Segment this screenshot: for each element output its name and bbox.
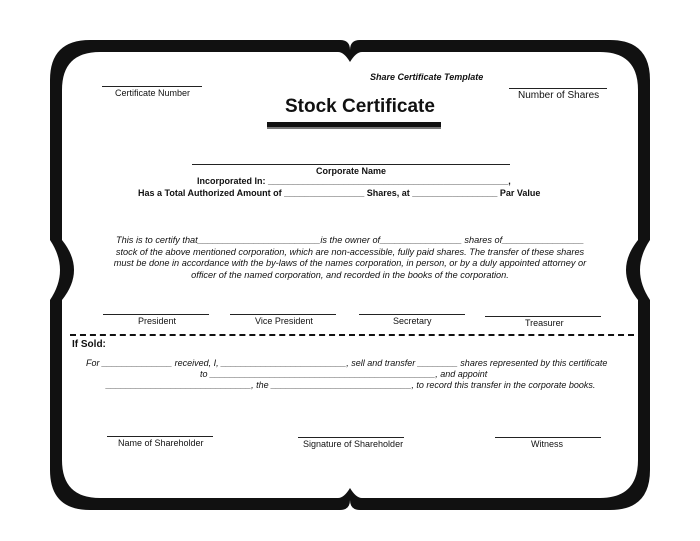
certify-line: stock of the above mentioned corporation, which are non-accessible, fully paid shares. The transfer of these shares [115, 246, 585, 257]
title-underline [267, 122, 441, 127]
certify-paragraph [100, 235, 600, 281]
template-label: Share Certificate Template [370, 72, 484, 82]
secretary-label: Secretary [393, 316, 432, 326]
section-divider [70, 334, 634, 336]
authorized-amount-field[interactable]: Has a Total Authorized Amount of ________________ Shares, at _________________ Par Value [138, 188, 541, 198]
witness-signature-line[interactable] [495, 437, 601, 438]
incorporated-in-field[interactable]: Incorporated In: ________________________________________________, [197, 176, 511, 186]
number-of-shares-line[interactable] [509, 88, 607, 89]
shareholder-name-line[interactable] [107, 436, 213, 437]
transfer-line[interactable]: to _____________________________________________, and appoint [200, 369, 488, 379]
treasurer-label: Treasurer [525, 318, 564, 328]
certificate-number-line[interactable] [102, 86, 202, 87]
certify-line: must be done in accordance with the by-laws of the names corporation, in person, or by a duly appointed attorney or [113, 258, 587, 268]
witness-label: Witness [531, 439, 564, 449]
number-of-shares-label: Number of Shares [518, 90, 600, 101]
shareholder-name-label: Name of Shareholder [118, 438, 204, 448]
vice-president-label: Vice President [255, 316, 313, 326]
if-sold-label: If Sold: [72, 339, 106, 350]
secretary-signature-line[interactable] [359, 314, 465, 315]
certificate-number-label: Certificate Number [115, 88, 191, 98]
transfer-line[interactable]: _____________________________, the ____________________________, to record this transfer in the corporate books. [106, 380, 596, 390]
shareholder-signature-line[interactable] [298, 437, 404, 438]
shareholder-signature-label: Signature of Shareholder [303, 439, 404, 449]
corporate-name-label: Corporate Name [316, 166, 387, 176]
corporate-name-line[interactable] [192, 164, 510, 165]
president-label: President [138, 316, 177, 326]
transfer-line[interactable]: For ______________ received, I, _________________________, sell and transfer ________ shares represented by this certificate [86, 358, 608, 368]
certify-line[interactable]: This is to certify that________________________is the owner of________________ shares of________________ [116, 235, 584, 245]
certify-line: officer of the named corporation, and recorded in the books of the corporation. [191, 269, 509, 280]
treasurer-signature-line[interactable] [485, 316, 601, 317]
president-signature-line[interactable] [103, 314, 209, 315]
vice-president-signature-line[interactable] [230, 314, 336, 315]
certificate-title: Stock Certificate [285, 96, 435, 117]
